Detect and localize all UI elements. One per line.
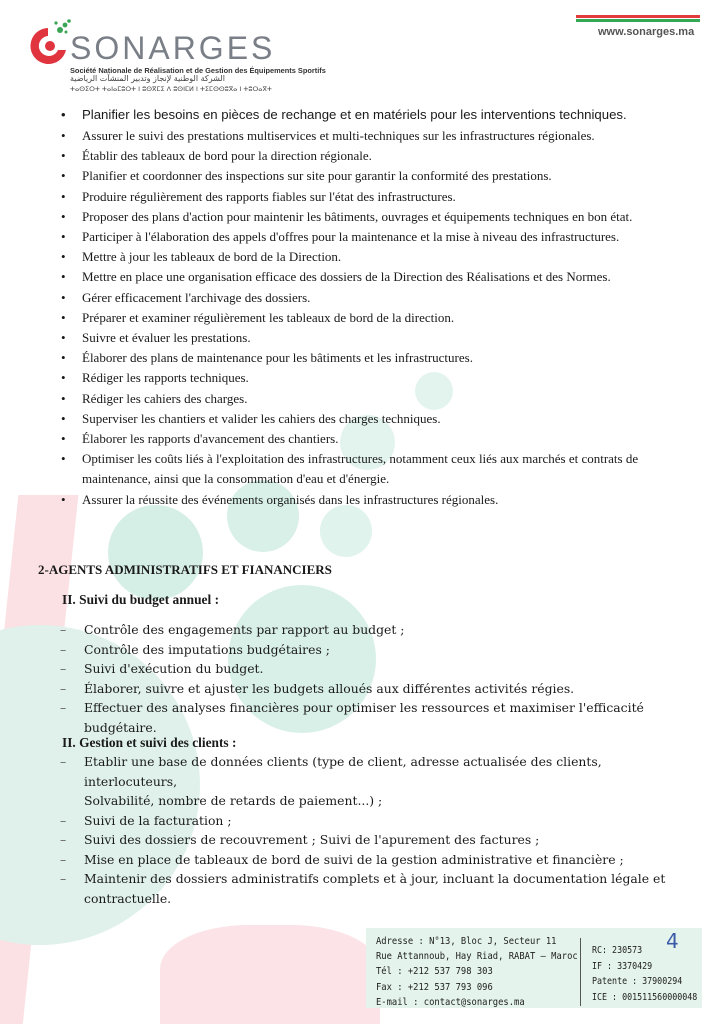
list-item: • Planifier les besoins en pièces de rechange et en matériels pour les interventions techniques. <box>55 104 675 125</box>
list-item: • Proposer des plans d'action pour maintenir les bâtiments, ouvrages et équipements techniques en bon état. <box>55 207 675 227</box>
list-item: • Planifier et coordonner des inspections sur site pour garantir la conformité des prestations. <box>55 166 675 186</box>
list-item: • Participer à l'élaboration des appels d'offres pour la maintenance et la mise à niveau des infrastructures. <box>55 227 675 247</box>
budget-heading: II. Suivi du budget annuel : <box>62 592 220 607</box>
list-item: • Mettre à jour les tableaux de bord de la Direction. <box>55 247 675 267</box>
footer-address-line: Rue Attannoub, Hay Riad, RABAT – Maroc <box>376 951 578 963</box>
client-item-line: Solvabilité, nombre de retards de paiement...) ; <box>84 793 383 808</box>
footer-address-line: Adresse : N°13, Bloc J, Secteur 11 <box>376 936 557 947</box>
footer-rc: RC: 230573 <box>592 945 643 956</box>
flag-green-stripe <box>576 19 700 22</box>
footer-email: E-mail : contact@sonarges.ma <box>376 996 525 1008</box>
list-item: • Assurer la réussite des événements organisés dans les infrastructures régionales. <box>55 490 675 510</box>
decorative-circle <box>108 505 203 600</box>
list-item: • Préparer et examiner régulièrement les tableaux de bord de la direction. <box>55 308 675 328</box>
footer-patente: Patente : 37900294 <box>592 976 683 988</box>
handwritten-page-mark: 4 <box>666 929 679 953</box>
list-item: – Suivi de la facturation ; <box>60 811 680 831</box>
list-item: • Superviser les chantiers et valider les cahiers des charges techniques. <box>55 409 675 429</box>
list-item: – Maintenir des dossiers administratifs complets et à jour, incluant la documentation légale et contractuelle. <box>60 869 680 908</box>
footer-if: IF : 3370429 <box>592 960 653 972</box>
list-item: • Élaborer des plans de maintenance pour les bâtiments et les infrastructures. <box>55 348 675 368</box>
list-item: • Optimiser les coûts liés à l'exploitation des infrastructures, notamment ceux liés aux marchés et contrats de maintenance, ainsi que la consommation d'eau et d'énergie. <box>55 449 675 489</box>
logo-subtitle: Société Nationale de Réalisation et de Gestion des Équipements Sportifs <box>70 66 326 75</box>
logo-arabic: الشركة الوطنية لإنجاز وتدبير المنشآت الرياضية <box>70 74 225 83</box>
logo-wordmark: SONARGES <box>70 30 276 66</box>
list-item: • Suivre et évaluer les prestations. <box>55 328 675 348</box>
footer-ice: ICE : 001511560000048 <box>592 991 698 1003</box>
website-url: www.sonarges.ma <box>598 26 695 38</box>
flag-red-stripe <box>576 15 700 18</box>
list-item: • Produire régulièrement des rapports fiables sur l'état des infrastructures. <box>55 187 675 207</box>
list-item: – Contrôle des engagements par rapport au budget ; <box>60 620 680 640</box>
clients-heading: II. Gestion et suivi des clients : <box>62 735 237 750</box>
list-item: • Gérer efficacement l'archivage des dossiers. <box>55 288 675 308</box>
list-item: – Suivi d'exécution du budget. <box>60 659 680 679</box>
list-item: – Contrôle des imputations budgétaires ; <box>60 640 680 660</box>
budget-list <box>60 620 680 737</box>
list-item: – Effectuer des analyses financières pour optimiser les ressources et maximiser l'efficacité budgétaire. <box>60 698 680 737</box>
footer-phone: Tél : +212 537 798 303 <box>376 966 493 978</box>
decorative-circle <box>320 505 372 557</box>
sonarges-logo <box>20 16 326 93</box>
logo-tifinagh: ⵜⴰⵙⵉⵔⵜ ⵜⴰⵏⴰⵎⵓⵔⵜ ⵏ ⵓⵙⴳⵎⵉ ⴷ ⵓⵙⵏⵎⵍ ⵏ ⵜⵉⵎⵙⵙⵓⴳⴰ ⵏ ⵜⵓⵔⴰⴳⵜ <box>70 85 272 93</box>
tasks-bullet-list <box>55 104 675 510</box>
footer-divider <box>580 938 581 1006</box>
list-item: • Rédiger les cahiers des charges. <box>55 389 675 409</box>
list-item: – Suivi des dossiers de recouvrement ; Suivi de l'apurement des factures ; <box>60 830 680 850</box>
section-title: 2-AGENTS ADMINISTRATIFS ET FIANANCIERS <box>38 562 332 577</box>
footer-fax: Fax : +212 537 793 096 <box>376 981 493 993</box>
footer-company-ids <box>592 943 697 1005</box>
list-item: • Mettre en place une organisation efficace des dossiers de la Direction des Réalisations et des Normes. <box>55 267 675 287</box>
list-item: • Assurer le suivi des prestations multiservices et multi-techniques sur les infrastructures régionales. <box>55 126 675 146</box>
list-item <box>60 752 680 811</box>
list-item: • Élaborer les rapports d'avancement des chantiers. <box>55 429 675 449</box>
list-item: • Rédiger les rapports techniques. <box>55 368 675 388</box>
list-item: • Établir des tableaux de bord pour la direction régionale. <box>55 146 675 166</box>
client-item-line: Etablir une base de données clients (type de client, adresse actualisée des clients, interlocuteurs, <box>84 754 602 789</box>
list-item: – Mise en place de tableaux de bord de suivi de la gestion administrative et financière ; <box>60 850 680 870</box>
list-item: – Élaborer, suivre et ajuster les budgets alloués aux différentes activités régies. <box>60 679 680 699</box>
decorative-pink-shape <box>160 925 380 1024</box>
footer-address <box>376 934 578 1010</box>
clients-list <box>60 752 680 908</box>
